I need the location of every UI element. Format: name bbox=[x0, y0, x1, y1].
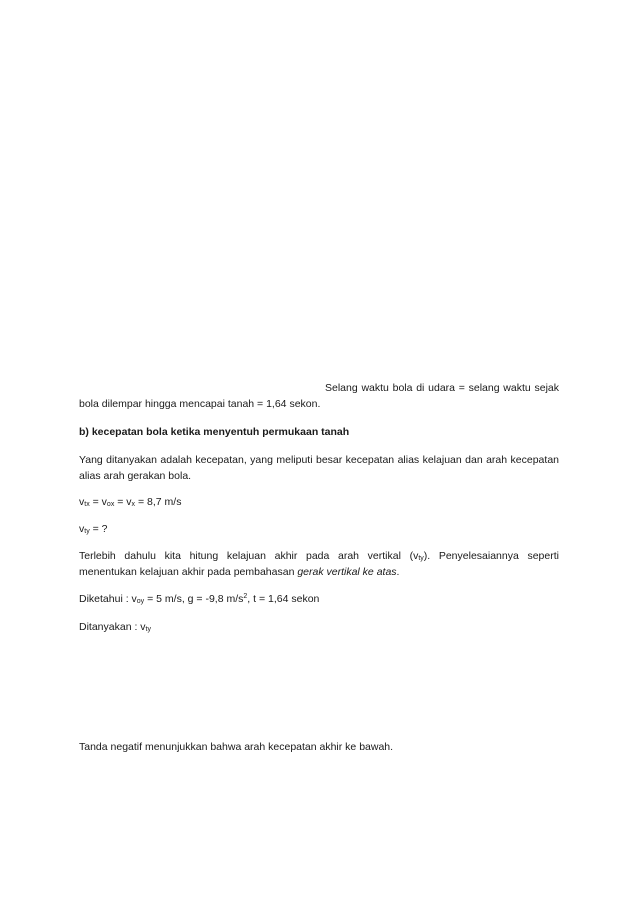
conclusion bbox=[79, 740, 559, 754]
p3-sub-ty: ty bbox=[418, 555, 424, 562]
eq1-value: = 8,7 m/s bbox=[135, 496, 182, 508]
paragraph-3-line-1 bbox=[79, 549, 559, 563]
equation-vtx bbox=[79, 495, 559, 509]
paragraph-1-line-1-text: Selang waktu bola di udara = selang waktu sejak bbox=[325, 382, 559, 394]
paragraph-1-line-1 bbox=[325, 381, 559, 395]
paragraph-2-line-1-text: Yang ditanyakan adalah kecepatan, yang meliputi besar kecepatan alias kelajuan dan arah kecepatan bbox=[79, 454, 559, 466]
eq1-eq-v2: = v bbox=[114, 496, 132, 508]
equation-vty bbox=[79, 522, 559, 536]
asked-sub-ty: ty bbox=[145, 626, 151, 633]
eq2-v: v bbox=[79, 523, 85, 535]
asked-label: Ditanyakan : v bbox=[79, 621, 146, 633]
asked-value bbox=[79, 620, 559, 634]
known-sup-2: 2 bbox=[243, 593, 248, 600]
paragraph-1-line-2 bbox=[79, 397, 559, 411]
paragraph-2-line-1 bbox=[79, 453, 559, 467]
known-end: , t = 1,64 sekon bbox=[247, 593, 320, 605]
eq1-sub-tx: tx bbox=[84, 501, 90, 508]
p3-line2-start: menentukan kelajuan akhir pada pembahasan bbox=[79, 566, 298, 578]
eq1-sub-x: x bbox=[131, 501, 136, 508]
known-sub-oy: oy bbox=[136, 598, 145, 605]
eq1-eq-v: = v bbox=[89, 496, 107, 508]
paragraph-2-line-2 bbox=[79, 469, 559, 483]
section-heading-b-text: b) kecepatan bola ketika menyentuh permukaan tanah bbox=[79, 426, 350, 438]
p3-text-start: Terlebih dahulu kita hitung kelajuan akhir pada arah vertikal (v bbox=[79, 550, 419, 562]
eq1-sub-ox: ox bbox=[106, 501, 115, 508]
paragraph-1-line-2-text: bola dilempar hingga mencapai tanah = 1,64 sekon. bbox=[79, 398, 321, 410]
conclusion-text: Tanda negatif menunjukkan bahwa arah kecepatan akhir ke bawah. bbox=[79, 741, 394, 753]
known-values bbox=[79, 592, 559, 606]
eq2-sub-ty: ty bbox=[84, 528, 90, 535]
p3-line2-italic: gerak vertikal ke atas bbox=[297, 566, 397, 578]
known-mid: = 5 m/s, g = -9,8 m/s bbox=[144, 593, 244, 605]
eq1-v: v bbox=[79, 496, 85, 508]
section-heading-b bbox=[79, 425, 559, 439]
paragraph-3-line-1-text bbox=[79, 549, 559, 563]
known-label: Diketahui : v bbox=[79, 593, 137, 605]
p3-line2-end: . bbox=[396, 566, 400, 578]
eq2-value: = ? bbox=[89, 523, 108, 535]
p3-text-end: ). Penyelesaiannya seperti bbox=[423, 550, 559, 562]
paragraph-2-line-2-text: alias arah gerakan bola. bbox=[79, 470, 192, 482]
paragraph-3-line-2 bbox=[79, 565, 559, 579]
